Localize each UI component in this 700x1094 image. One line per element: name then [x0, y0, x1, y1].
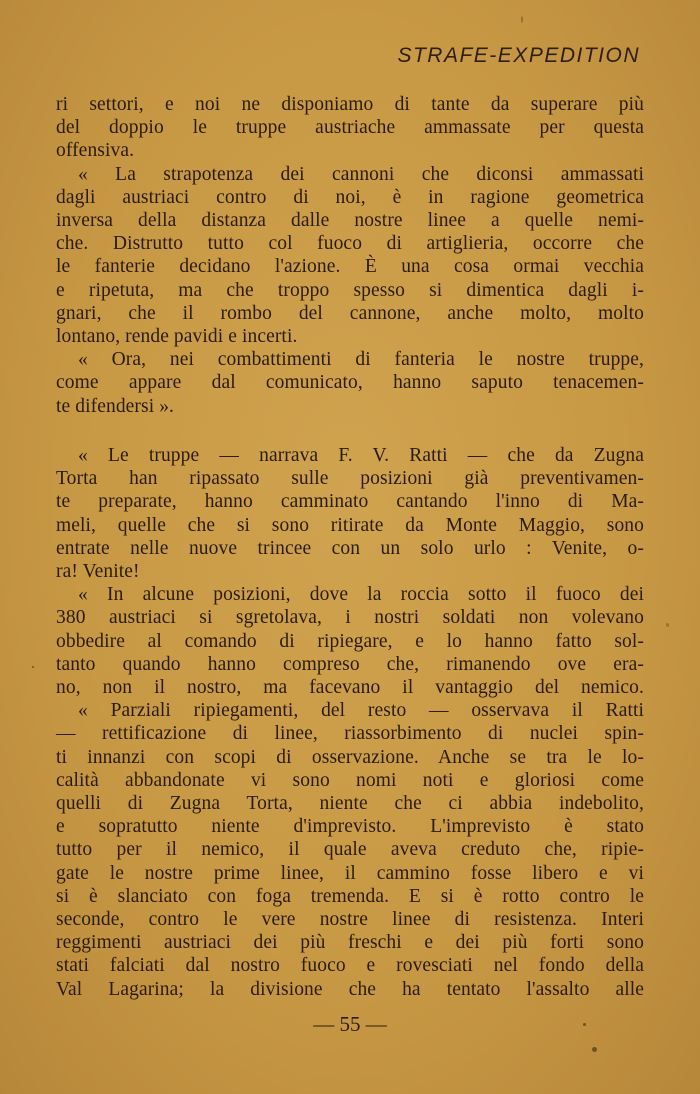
text-line: ti innanzi con scopi di osservazione. Anche se tra le lo- [56, 746, 644, 768]
text-line: gate le nostre prime linee, il cammino fosse libero e vi [56, 862, 644, 884]
text-line: che. Distrutto tutto col fuoco di artiglieria, occorre che [56, 233, 644, 255]
running-title: STRAFE-EXPEDITION [397, 44, 640, 67]
paper-speck [32, 666, 34, 668]
text-line: le fanterie decidano l'azione. È una cosa ormai vecchia [56, 256, 644, 278]
text-line: lontano, rende pavidi e incerti. [56, 326, 298, 348]
text-line: Torta han ripassato sulle posizioni già preventivamen- [56, 468, 644, 490]
text-line: te difendersi ». [56, 395, 175, 417]
text-line: ri settori, e noi ne disponiamo di tante da superare più [56, 94, 644, 115]
text-line: del doppio le truppe austriache ammassate per questa [56, 117, 644, 139]
text-line: come appare dal comunicato, hanno saputo tenacemen- [56, 372, 644, 394]
page-number: — 55 — [313, 1012, 387, 1036]
text-line: e sopratutto niente d'imprevisto. L'imprevisto è stato [56, 816, 644, 838]
text-line: ra! Venite! [56, 561, 140, 583]
text-line: calità abbandonate vi sono nomi noti e gloriosi come [56, 769, 644, 791]
text-line: si è slanciato con foga tremenda. E si è rotto contro le [56, 885, 644, 907]
text-line: te preparate, hanno camminato cantando l'inno di Ma- [56, 491, 644, 513]
text-line: inversa della distanza dalle nostre linee a quelle nemi- [56, 210, 644, 232]
text-line: obbedire al comando di ripiegare, e lo hanno fatto sol- [56, 630, 644, 652]
text-line: dagli austriaci contro di noi, è in ragione geometrica [56, 186, 644, 208]
text-line: reggimenti austriaci dei più freschi e dei più forti sono [56, 932, 644, 954]
paper-speck [583, 1023, 586, 1026]
text-line: « La strapotenza dei cannoni che diconsi ammassati [78, 163, 644, 185]
text-line: e ripetuta, ma che troppo spesso si dimentica dagli i- [56, 279, 644, 301]
text-line: entrate nelle nuove trincee con un solo urlo : Venite, o- [56, 537, 644, 559]
text-line: stati falciati dal nostro fuoco e rovesciati nel fondo della [56, 955, 644, 977]
text-line: no, non il nostro, ma facevano il vantaggio del nemico. [56, 677, 644, 699]
text-line: tutto per il nemico, il quale aveva creduto che, ripie- [56, 839, 644, 861]
text-line: 380 austriaci si sgretolava, i nostri soldati non volevano [56, 607, 644, 629]
text-line: meli, quelle che si sono ritirate da Monte Maggio, sono [56, 514, 644, 536]
text-line: « In alcune posizioni, dove la roccia sotto il fuoco dei [78, 584, 644, 606]
text-line: gnari, che il rombo del cannone, anche molto, molto [56, 302, 644, 324]
text-line: quelli di Zugna Torta, niente che ci abbia indebolito, [56, 793, 644, 815]
paper-speck [666, 623, 669, 627]
paper-speck [592, 1047, 597, 1052]
text-line: « Parziali ripiegamenti, del resto — osservava il Ratti [78, 700, 644, 722]
text-line: offensiva. [56, 140, 135, 162]
text-line: « Ora, nei combattimenti di fanteria le nostre truppe, [78, 349, 644, 371]
paper-speck [521, 16, 523, 23]
text-line: Val Lagarina; la divisione che ha tentato l'assalto alle [56, 978, 644, 1000]
text-line: « Le truppe — narrava F. V. Ratti — che da Zugna [78, 445, 644, 466]
text-line: — rettificazione di linee, riassorbimento di nuclei spin- [56, 723, 644, 745]
text-line: tanto quando hanno compreso che, rimanendo ove era- [56, 653, 644, 675]
text-block-continued-paragraphs [56, 93, 644, 418]
text-block-ratti-account [56, 444, 644, 1001]
text-line: seconde, contro le vere nostre linee di resistenza. Interi [56, 909, 644, 931]
